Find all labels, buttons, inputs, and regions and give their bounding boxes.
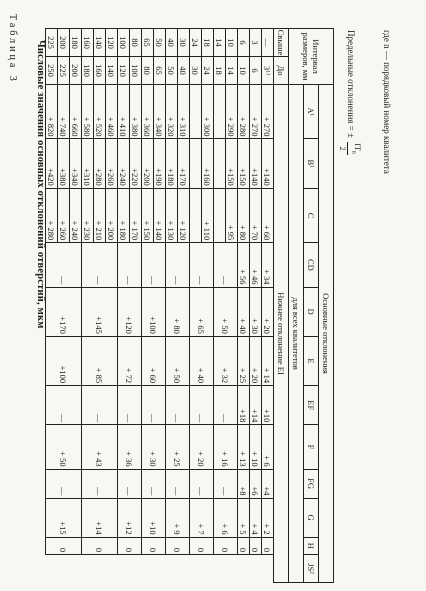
value-cell: + 380 (130, 85, 142, 139)
value-cell: + 360 (142, 85, 154, 139)
size-cell: 50 (166, 57, 178, 85)
value-cell: +145 (82, 287, 118, 336)
value-cell: + 85 (82, 336, 118, 385)
size-cell: 140 (94, 29, 106, 57)
table-row (262, 29, 274, 583)
value-cell: + 300 (202, 85, 214, 139)
value-cell: + 80 (238, 188, 250, 242)
column-header: CD (304, 243, 319, 287)
value-cell: — (142, 386, 166, 425)
column-header: E (304, 336, 319, 385)
value-cell: — (46, 243, 82, 287)
value-cell: +200 (142, 139, 154, 188)
value-cell: + 340 (154, 85, 166, 139)
value-cell: 0 (142, 537, 166, 554)
value-cell: + 50 (46, 425, 82, 469)
value-cell: — (82, 469, 118, 498)
value-cell: + 210 (94, 188, 106, 242)
value-cell: — (82, 386, 118, 425)
value-cell: + 40 (238, 287, 250, 336)
value-cell: + 170 (130, 188, 142, 242)
size-cell: 120 (106, 29, 118, 57)
value-cell: — (214, 469, 238, 498)
value-cell: +280 (94, 139, 106, 188)
value-cell: 0 (46, 537, 82, 554)
value-cell: +380 (58, 139, 70, 188)
value-cell: — (166, 386, 190, 425)
value-cell: +170 (178, 139, 190, 188)
value-cell: — (214, 243, 238, 287)
value-cell: + 50 (166, 336, 190, 385)
value-cell: +12 (118, 498, 142, 537)
value-cell: + 13 (238, 425, 250, 469)
value-cell: + 120 (178, 188, 190, 242)
table-row (154, 29, 166, 583)
tolerance-fraction (338, 142, 362, 155)
size-cell: 18 (214, 57, 226, 85)
value-cell: +140 (262, 139, 274, 188)
over-header: Свыше (274, 29, 289, 57)
value-cell: + 72 (118, 336, 142, 385)
value-cell: + 820 (46, 85, 58, 139)
value-cell: +18 (238, 386, 250, 425)
value-cell: +340 (70, 139, 82, 188)
value-cell: — (118, 386, 142, 425)
value-cell: — (46, 469, 82, 498)
size-cell: — (262, 29, 274, 57)
value-cell: +150 (238, 139, 250, 188)
value-cell: +310 (82, 139, 94, 188)
column-header: F (304, 425, 319, 469)
column-header: FG (304, 469, 319, 498)
table-row (70, 29, 82, 583)
value-cell: + 280 (238, 85, 250, 139)
size-cell: 3 (250, 29, 262, 57)
value-cell: + 10 (250, 425, 262, 469)
value-cell: +190 (154, 139, 166, 188)
column-header: B¹ (304, 139, 319, 188)
size-cell: 160 (82, 29, 94, 57)
value-cell: — (118, 469, 142, 498)
size-cell: 200 (58, 29, 70, 57)
value-cell: + 150 (142, 188, 154, 242)
value-cell: + 660 (70, 85, 82, 139)
deviations-table (45, 28, 334, 583)
value-cell: +150 (226, 139, 238, 188)
value-cell: +220 (130, 139, 142, 188)
size-cell: 10 (238, 57, 250, 85)
size-cell: 24 (202, 57, 214, 85)
value-cell: +120 (118, 287, 142, 336)
size-cell: 10 (226, 29, 238, 57)
column-header: EF (304, 386, 319, 425)
value-cell (214, 139, 226, 188)
lower-deviation-header: Нижнее отклонение EI (274, 85, 289, 583)
value-cell: 0 (166, 537, 190, 554)
value-cell: + 56 (238, 243, 250, 287)
column-header: D (304, 287, 319, 336)
table-row (202, 29, 214, 583)
value-cell: + 520 (94, 85, 106, 139)
value-cell: + 240 (70, 188, 82, 242)
value-cell: 0 (238, 537, 250, 554)
value-cell: + 740 (58, 85, 70, 139)
size-cell: 65 (142, 29, 154, 57)
size-cell: 160 (94, 57, 106, 85)
value-cell: +8 (238, 469, 250, 498)
value-cell: +100 (46, 336, 82, 385)
interval-header: Интервал размеров, мм (289, 29, 334, 85)
value-cell: + 140 (154, 188, 166, 242)
size-cell: 30 (190, 57, 202, 85)
value-cell (214, 85, 226, 139)
size-cell: 250 (46, 57, 58, 85)
value-cell: 0 (250, 537, 262, 554)
value-cell: + 260 (58, 188, 70, 242)
value-cell: — (190, 386, 214, 425)
value-cell: + 290 (226, 85, 238, 139)
value-cell: + 95 (226, 188, 238, 242)
value-cell: + 46 (250, 243, 262, 287)
note-where: где n — порядковый номер квалитета (382, 30, 392, 174)
value-cell: 0 (82, 537, 118, 554)
value-cell: — (166, 243, 190, 287)
value-cell: + 180 (118, 188, 130, 242)
tolerance-note (338, 30, 362, 157)
table-number: Таблица 3 (7, 14, 18, 84)
table-title: Числовые значения основных отклонений отверстий, мкм (35, 40, 46, 329)
value-cell: + 320 (166, 85, 178, 139)
size-cell: 3¹⁾ (262, 57, 274, 85)
table-row (226, 29, 238, 583)
size-cell: 14 (214, 29, 226, 57)
column-header: JS² (304, 555, 319, 583)
value-cell: 0 (118, 537, 142, 554)
value-cell (190, 188, 202, 242)
value-cell (214, 188, 226, 242)
value-cell: +10 (262, 386, 274, 425)
size-cell: 6 (250, 57, 262, 85)
value-cell: + 6 (262, 425, 274, 469)
value-cell: + 40 (190, 336, 214, 385)
value-cell: + 6 (214, 498, 238, 537)
value-cell: 0 (190, 537, 214, 554)
value-cell: — (190, 469, 214, 498)
value-cell: +140 (250, 139, 262, 188)
table-row (130, 29, 142, 583)
value-cell: + 9 (166, 498, 190, 537)
value-cell: + 80 (166, 287, 190, 336)
value-cell: +260 (106, 139, 118, 188)
value-cell: 0 (262, 537, 274, 554)
size-cell: 140 (106, 57, 118, 85)
size-cell: 40 (178, 57, 190, 85)
column-header: C (304, 188, 319, 242)
value-cell: + 70 (250, 188, 262, 242)
value-cell: + 25 (238, 336, 250, 385)
size-cell: 200 (70, 57, 82, 85)
value-cell: — (82, 243, 118, 287)
size-cell: 180 (70, 29, 82, 57)
size-cell: 40 (166, 29, 178, 57)
value-cell: — (46, 386, 82, 425)
value-cell: + 16 (214, 425, 238, 469)
size-cell: 65 (154, 57, 166, 85)
size-cell: 100 (118, 29, 130, 57)
size-cell: 120 (118, 57, 130, 85)
value-cell: + 460 (106, 85, 118, 139)
tolerance-numerator: IT (353, 143, 362, 151)
table-row (106, 29, 118, 583)
value-cell: + 130 (166, 188, 178, 242)
size-cell: 30 (178, 29, 190, 57)
value-cell: + 25 (166, 425, 190, 469)
column-header: H (304, 537, 319, 554)
value-cell: +4 (262, 469, 274, 498)
value-cell: + 65 (190, 287, 214, 336)
value-cell: + 580 (82, 85, 94, 139)
table-row (178, 29, 190, 583)
value-cell: +180 (166, 139, 178, 188)
size-cell: 50 (154, 29, 166, 57)
main-deviations-header: Основные отклонения (319, 85, 334, 583)
value-cell: — (190, 243, 214, 287)
value-cell: +10 (142, 498, 166, 537)
value-cell: + 110 (202, 188, 214, 242)
value-cell: + 270 (262, 85, 274, 139)
value-cell: + 7 (190, 498, 214, 537)
column-header: G (304, 498, 319, 537)
value-cell: + 230 (82, 188, 94, 242)
value-cell: + 410 (118, 85, 130, 139)
value-cell: + 43 (82, 425, 118, 469)
value-cell: + 30 (250, 287, 262, 336)
value-cell: + 60 (142, 336, 166, 385)
value-cell: + 20 (250, 336, 262, 385)
all-grades-header: для всех квалитетов (289, 85, 304, 583)
to-header: До (274, 57, 289, 85)
value-cell: +170 (46, 287, 82, 336)
value-cell: + 20 (190, 425, 214, 469)
size-cell: 6 (238, 29, 250, 57)
value-cell: + 30 (142, 425, 166, 469)
size-cell: 80 (130, 29, 142, 57)
value-cell: 0 (214, 537, 238, 554)
size-cell: 14 (226, 57, 238, 85)
value-cell: +15 (46, 498, 82, 537)
size-cell: 225 (58, 57, 70, 85)
tolerance-subscript: n (350, 150, 357, 154)
value-cell: — (166, 469, 190, 498)
value-cell: + 5 (238, 498, 250, 537)
value-cell (190, 85, 202, 139)
value-cell: +14 (250, 386, 262, 425)
value-cell: — (142, 243, 166, 287)
value-cell: + 310 (178, 85, 190, 139)
table-row (238, 29, 250, 583)
value-cell: — (142, 469, 166, 498)
value-cell: + 280 (46, 188, 58, 242)
value-cell: +14 (82, 498, 118, 537)
size-cell: 18 (202, 29, 214, 57)
size-cell: 24 (190, 29, 202, 57)
size-cell: 225 (46, 29, 58, 57)
value-cell: + 20 (262, 287, 274, 336)
tolerance-note-prefix: Предельные отклонения = ± (346, 30, 357, 138)
value-cell: + 14 (262, 336, 274, 385)
value-cell: + 2 (262, 498, 274, 537)
value-cell (190, 139, 202, 188)
value-cell: + 270 (250, 85, 262, 139)
column-header: A¹ (304, 85, 319, 139)
value-cell: + 34 (262, 243, 274, 287)
value-cell: + 36 (118, 425, 142, 469)
value-cell: + 50 (214, 287, 238, 336)
value-cell: + 60 (262, 188, 274, 242)
value-cell: + 32 (214, 336, 238, 385)
value-cell: + 4 (250, 498, 262, 537)
value-cell: — (214, 386, 238, 425)
size-cell: 80 (142, 57, 154, 85)
value-cell: +240 (118, 139, 130, 188)
value-cell: + 200 (106, 188, 118, 242)
value-cell: +6 (250, 469, 262, 498)
value-cell: — (118, 243, 142, 287)
value-cell: +100 (142, 287, 166, 336)
size-cell: 180 (82, 57, 94, 85)
size-cell: 100 (130, 57, 142, 85)
value-cell: +420 (46, 139, 58, 188)
table-row (250, 29, 262, 583)
value-cell: +160 (202, 139, 214, 188)
tolerance-denominator: 2 (338, 146, 348, 151)
